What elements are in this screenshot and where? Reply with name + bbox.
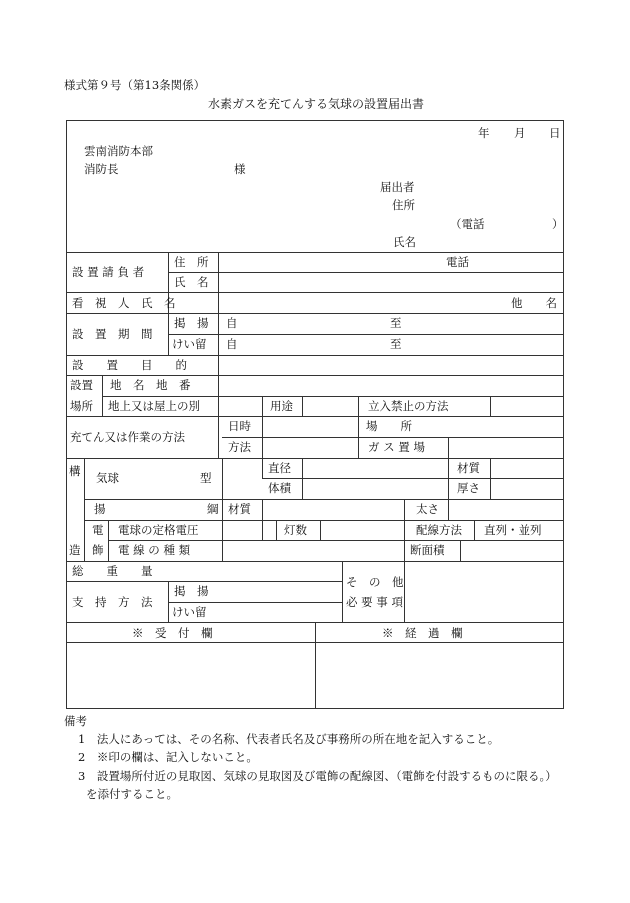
rule bbox=[404, 561, 405, 622]
date-day: 日 bbox=[549, 126, 561, 140]
volume-label: 体積 bbox=[268, 481, 291, 495]
rule bbox=[448, 458, 449, 499]
rule bbox=[315, 622, 316, 709]
rule bbox=[490, 396, 491, 416]
deco-label-top: 電 bbox=[92, 523, 104, 537]
date-year: 年 bbox=[478, 126, 490, 140]
rule bbox=[490, 458, 491, 499]
note-item: 3 設置場所付近の見取図、気球の見取図及び電飾の配線図、（電飾を付設するものに限る。） bbox=[78, 769, 557, 783]
rated-voltage-label: 電球の定格電圧 bbox=[118, 523, 199, 537]
rule bbox=[168, 602, 342, 603]
fill-method-sub-label: 方法 bbox=[228, 440, 251, 454]
rule bbox=[108, 520, 109, 561]
period-hold-to: 至 bbox=[390, 337, 402, 351]
addressee-org: 雲南消防本部 bbox=[84, 144, 153, 158]
place-label-bottom: 場所 bbox=[70, 399, 93, 413]
rope-material-label: 材質 bbox=[228, 502, 251, 516]
support-method-label: 支 持 方 法 bbox=[72, 595, 153, 609]
contractor-phone-label: 電話 bbox=[446, 255, 469, 269]
structure-label-top: 構 bbox=[69, 464, 81, 478]
contractor-name-label: 氏 名 bbox=[174, 275, 209, 289]
rule bbox=[262, 396, 263, 478]
rule bbox=[66, 252, 564, 253]
rule bbox=[358, 396, 359, 458]
rule bbox=[108, 540, 564, 541]
reception-column-label: ※ 受 付 欄 bbox=[132, 626, 213, 640]
support-raise-label: 掲 揚 bbox=[174, 584, 209, 598]
wire-kind-label: 電 線 の 種 類 bbox=[118, 543, 191, 557]
watcher-label: 看 視 人 氏 名 bbox=[72, 296, 176, 310]
balloon-material-label: 材質 bbox=[457, 461, 480, 475]
rule bbox=[66, 355, 564, 356]
rule bbox=[302, 458, 303, 499]
period-hold-label: けい留 bbox=[172, 337, 207, 351]
rule bbox=[276, 520, 277, 540]
place-label-top: 設置 bbox=[70, 378, 93, 392]
balloon-label: 気球 bbox=[96, 471, 119, 485]
submitter-name-label: 氏名 bbox=[393, 235, 416, 249]
rule bbox=[262, 499, 263, 541]
period-hold-from: 自 bbox=[226, 337, 238, 351]
note-item: 1 法人にあっては、その名称、代表者氏名及び事務所の所在地を記入すること。 bbox=[78, 732, 500, 746]
rope-label-left: 揚 bbox=[94, 502, 106, 516]
gas-place-label: ガ ス 置 場 bbox=[368, 440, 425, 454]
submitter-phone-close: ） bbox=[552, 217, 564, 231]
rule bbox=[168, 272, 564, 273]
rule bbox=[222, 458, 223, 520]
thickness-label: 厚さ bbox=[457, 481, 480, 495]
rule bbox=[66, 292, 564, 293]
lamp-count-label: 灯数 bbox=[284, 523, 307, 537]
rule bbox=[302, 396, 303, 416]
rule bbox=[262, 478, 564, 479]
wiring-label: 配線方法 bbox=[416, 523, 462, 537]
rule bbox=[474, 520, 475, 540]
fill-datetime-label: 日時 bbox=[228, 419, 251, 433]
structure-label-bottom: 造 bbox=[69, 543, 81, 557]
no-entry-label: 立入禁止の方法 bbox=[368, 399, 449, 413]
progress-column-label: ※ 経 過 欄 bbox=[382, 626, 463, 640]
rule bbox=[404, 499, 405, 520]
other-items-label-top: そ の 他 bbox=[346, 575, 404, 589]
cross-section-label: 断面積 bbox=[410, 543, 445, 557]
place-use-label: 用途 bbox=[270, 399, 293, 413]
other-items-label-bottom: 必 要 事 項 bbox=[346, 595, 403, 609]
period-label: 設 置 期 間 bbox=[72, 327, 153, 341]
purpose-label: 設 置 目 的 bbox=[72, 358, 187, 372]
note-item: 2 ※印の欄は、記入しないこと。 bbox=[78, 750, 258, 764]
rule bbox=[102, 396, 564, 397]
fill-method-label: 充てん又は作業の方法 bbox=[70, 430, 185, 444]
support-hold-label: けい留 bbox=[172, 605, 207, 619]
rule bbox=[66, 416, 564, 417]
rule bbox=[84, 520, 564, 521]
rule bbox=[460, 540, 461, 561]
contractor-label: 設 置 請 負 者 bbox=[72, 265, 145, 279]
rule bbox=[222, 520, 223, 561]
rule bbox=[66, 375, 564, 376]
submitter-label: 届出者 bbox=[380, 180, 415, 194]
rope-label-right: 綱 bbox=[207, 502, 219, 516]
contractor-address-label: 住 所 bbox=[174, 255, 209, 269]
place-lot-label: 地 名 地 番 bbox=[110, 378, 191, 392]
submitter-phone-open: （電話 bbox=[450, 217, 485, 231]
rule bbox=[102, 375, 103, 416]
period-raise-from: 自 bbox=[226, 316, 238, 330]
wiring-value: 直列・並列 bbox=[484, 523, 542, 537]
rule bbox=[66, 313, 564, 314]
form-number: 様式第９号（第13条関係） bbox=[64, 78, 206, 92]
rope-thickness-label: 太さ bbox=[416, 502, 439, 516]
addressee-honorific: 様 bbox=[234, 162, 246, 176]
note-item-continuation: を添付すること。 bbox=[86, 787, 178, 801]
form-title: 水素ガスを充てんする気球の設置届出書 bbox=[208, 97, 425, 111]
deco-label-bottom: 飾 bbox=[92, 543, 104, 557]
total-weight-label: 総 重 量 bbox=[72, 564, 153, 578]
submitter-address-label: 住所 bbox=[392, 198, 415, 212]
rule bbox=[218, 252, 219, 458]
rule bbox=[222, 437, 564, 438]
rule bbox=[168, 581, 169, 622]
place-ground-roof-label: 地上又は屋上の別 bbox=[108, 399, 200, 413]
rule bbox=[84, 499, 564, 500]
rule bbox=[320, 520, 321, 540]
date-month: 月 bbox=[514, 126, 526, 140]
period-raise-to: 至 bbox=[390, 316, 402, 330]
rule bbox=[448, 499, 449, 520]
notes-heading: 備考 bbox=[64, 714, 87, 728]
diameter-label: 直径 bbox=[268, 461, 291, 475]
rule bbox=[66, 581, 342, 582]
rule bbox=[404, 520, 405, 561]
rule bbox=[342, 561, 343, 622]
fill-location-label: 場 所 bbox=[366, 419, 412, 433]
rule bbox=[84, 458, 85, 561]
addressee-chief: 消防長 bbox=[84, 162, 119, 176]
rule bbox=[168, 313, 169, 355]
rule bbox=[168, 334, 564, 335]
rule bbox=[66, 561, 564, 562]
watcher-others-label: 他 名 bbox=[511, 296, 557, 310]
period-raise-label: 掲 揚 bbox=[174, 316, 209, 330]
balloon-type-label: 型 bbox=[200, 471, 212, 485]
